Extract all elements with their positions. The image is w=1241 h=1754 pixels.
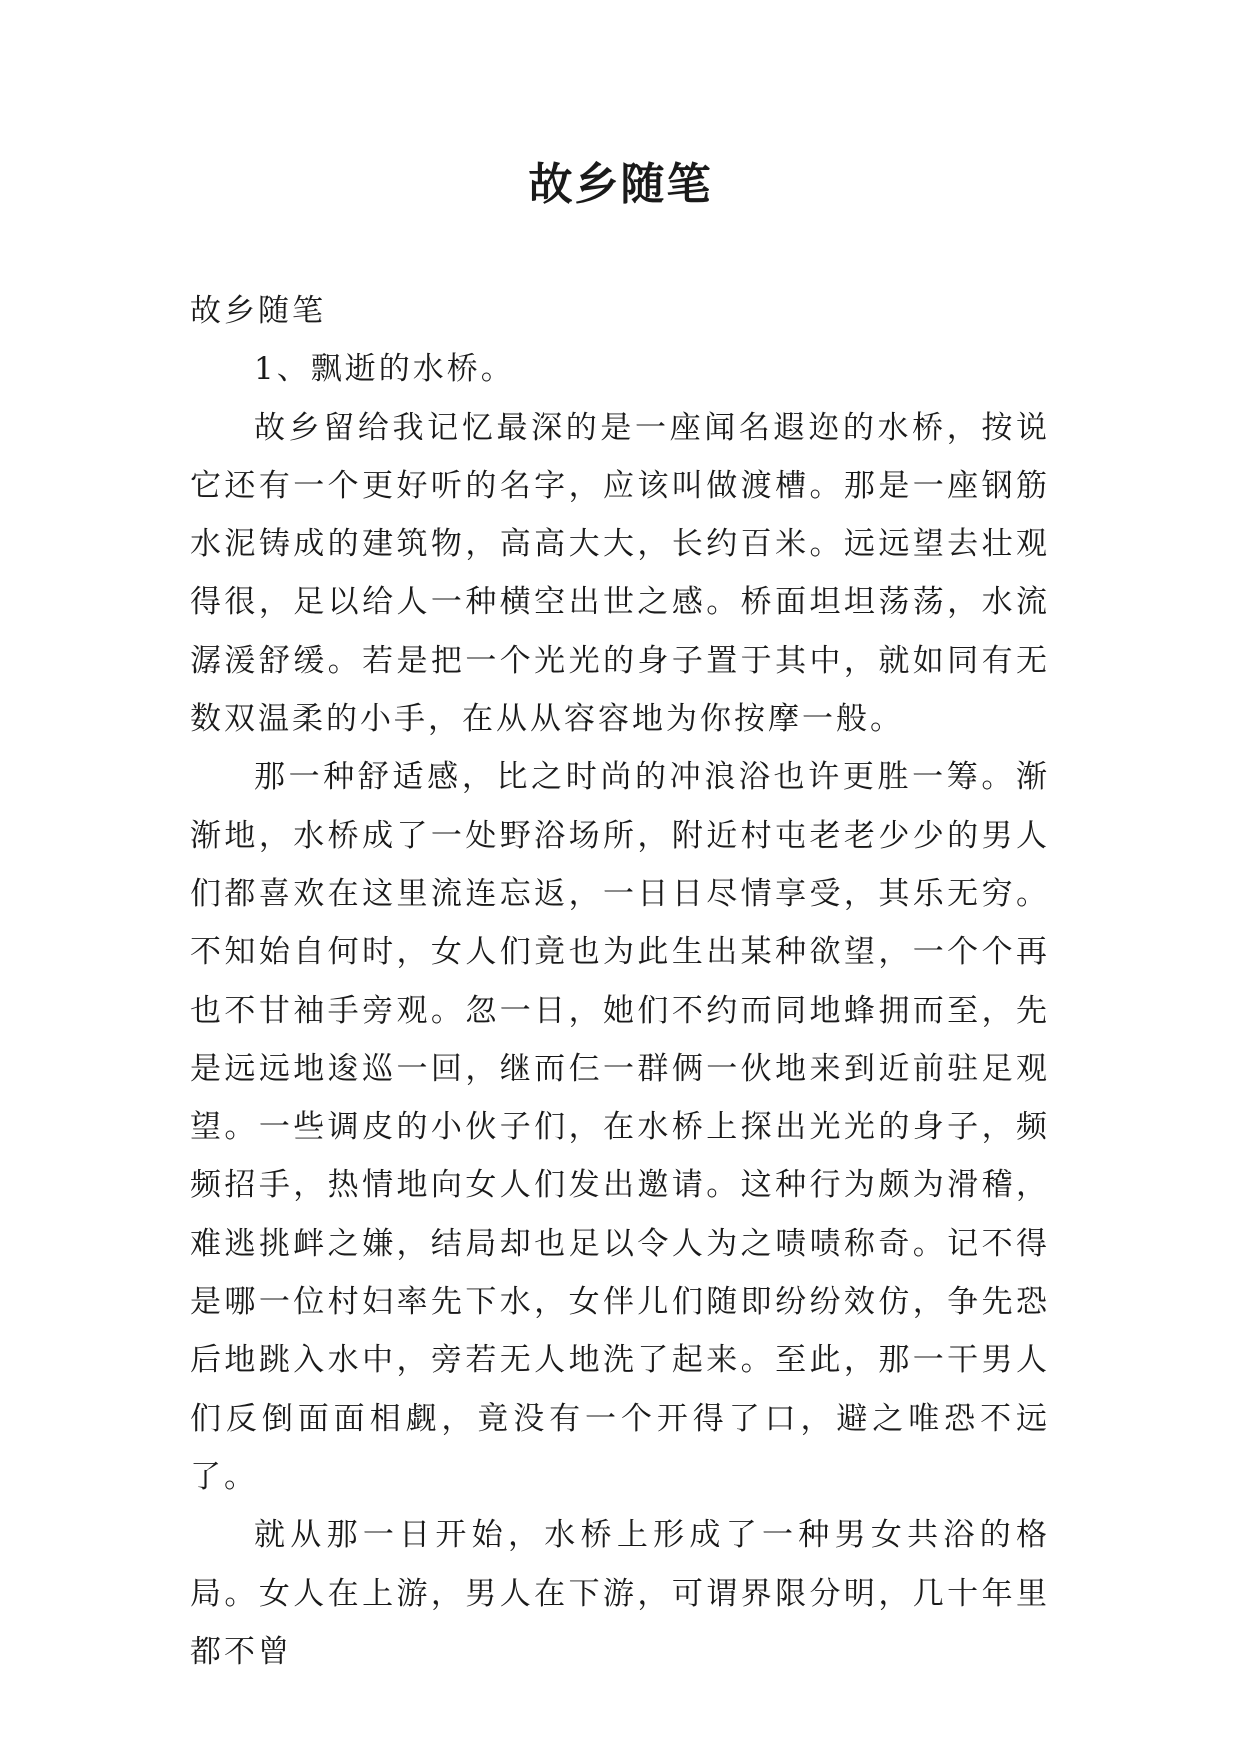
paragraph-section-heading: 1、飘逝的水桥。	[254, 351, 515, 388]
paragraph: 就从那一日开始，水桥上形成了一种男女共浴的格局。女人在上游，男人在下游，可谓界限分明，几十年里都不曾	[190, 1517, 1050, 1670]
paragraph: 故乡留给我记忆最深的是一座闻名遐迩的水桥，按说它还有一个更好听的名字，应该叫做渡槽。那是一座钢筋水泥铸成的建筑物，高高大大，长约百米。远远望去壮观得很，足以给人一种横空出世之感。桥面坦坦荡荡，水流潺湲舒缓。若是把一个光光的身子置于其中，就如同有无数双温柔的小手，在从从容容地为你按摩一般。	[190, 409, 1050, 738]
paragraph: 那一种舒适感，比之时尚的冲浪浴也许更胜一筹。渐渐地，水桥成了一处野浴场所，附近村屯老老少少的男人们都喜欢在这里流连忘返，一日日尽情享受，其乐无穷。不知始自何时，女人们竟也为此生出某种欲望，一个个再也不甘袖手旁观。忽一日，她们不约而同地蜂拥而至，先是远远地逡巡一回，继而仨一群俩一伙地来到近前驻足观望。一些调皮的小伙子们，在水桥上探出光光的身子，频频招手，热情地向女人们发出邀请。这种行为颇为滑稽，难逃挑衅之嫌，结局却也足以令人为之啧啧称奇。记不得是哪一位村妇率先下水，女伴儿们随即纷纷效仿，争先恐后地跳入水中，旁若无人地洗了起来。至此，那一干男人们反倒面面相觑，竟没有一个开得了口，避之唯恐不远了。	[190, 759, 1050, 1495]
document-title: 故乡随笔	[528, 159, 713, 210]
document-body	[190, 282, 1050, 1681]
paragraph-subtitle: 故乡随笔	[190, 293, 326, 329]
